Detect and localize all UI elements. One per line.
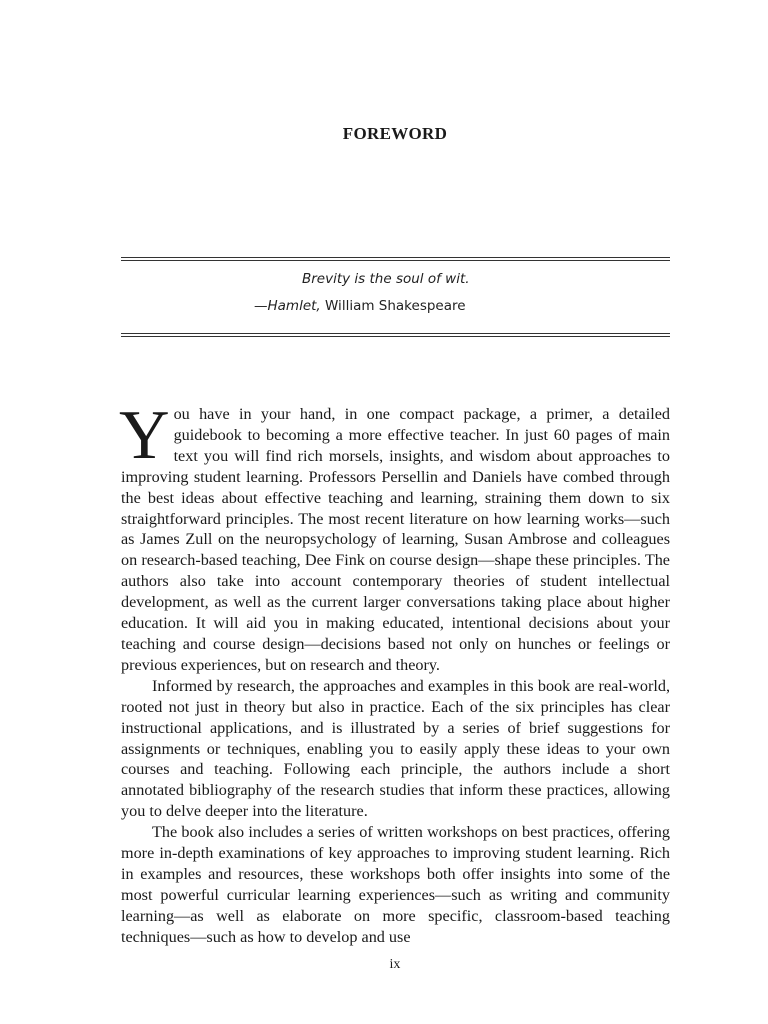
attribution-work: Hamlet, <box>267 298 321 314</box>
dropcap-letter: Y <box>119 397 170 474</box>
paragraph-1-text: ou have in your hand, in one compact package, a primer, a detailed guidebook to becoming a more effective teacher. In just 60 pages of main text you will find rich morsels, insights, and wisdom about approaches to improving student learning. Professors Persellin and Daniels have combed through the best ideas about effective teaching and learning, straining them down to six straightforward principles. The most recent literature on how learning works—such as James Zull on the neuropsychology of learning, Susan Ambrose and colleagues on research-based teaching, Dee Fink on course design—shape these principles. The authors also take into account contemporary theories of student intellectual development, as well as the current larger conversations taking place about higher education. It will aid you in making educated, intentional decisions about your teaching and course design—decisions based not only on hunches or feelings or previous experiences, but on research and theory. <box>121 405 670 674</box>
epigraph-attribution <box>254 298 466 314</box>
attribution-author: William Shakespeare <box>320 298 466 314</box>
page-title: FOREWORD <box>342 124 448 143</box>
epigraph-quote: Brevity is the soul of wit. <box>302 271 470 287</box>
foreword-body <box>119 397 670 948</box>
paragraph-3: The book also includes a series of written workshops on best practices, offering more in-depth examinations of key approaches to improving student learning. Rich in examples and resources, these workshops both offer insights into some of the most powerful curricular learning experiences—such as writing and community learning—as well as elaborate on more specific, classroom-based teaching techniques—such as how to develop and use <box>121 823 670 946</box>
paragraph-2: Informed by research, the approaches and examples in this book are real-world, rooted not just in theory but also in practice. Each of the six principles has clear instructional applications, and is illustrated by a series of brief suggestions for assignments or techniques, enabling you to easily apply these ideas to your own courses and teaching. Following each principle, the authors include a short annotated bibliography of the research studies that inform these practices, allowing you to delve deeper into the literature. <box>121 676 670 821</box>
paragraph-1 <box>119 397 670 676</box>
epigraph <box>121 257 670 337</box>
epigraph-top-rule <box>121 257 670 261</box>
page-number: ix <box>389 957 401 972</box>
attribution-dash: — <box>254 298 268 314</box>
epigraph-bottom-rule <box>121 333 670 337</box>
